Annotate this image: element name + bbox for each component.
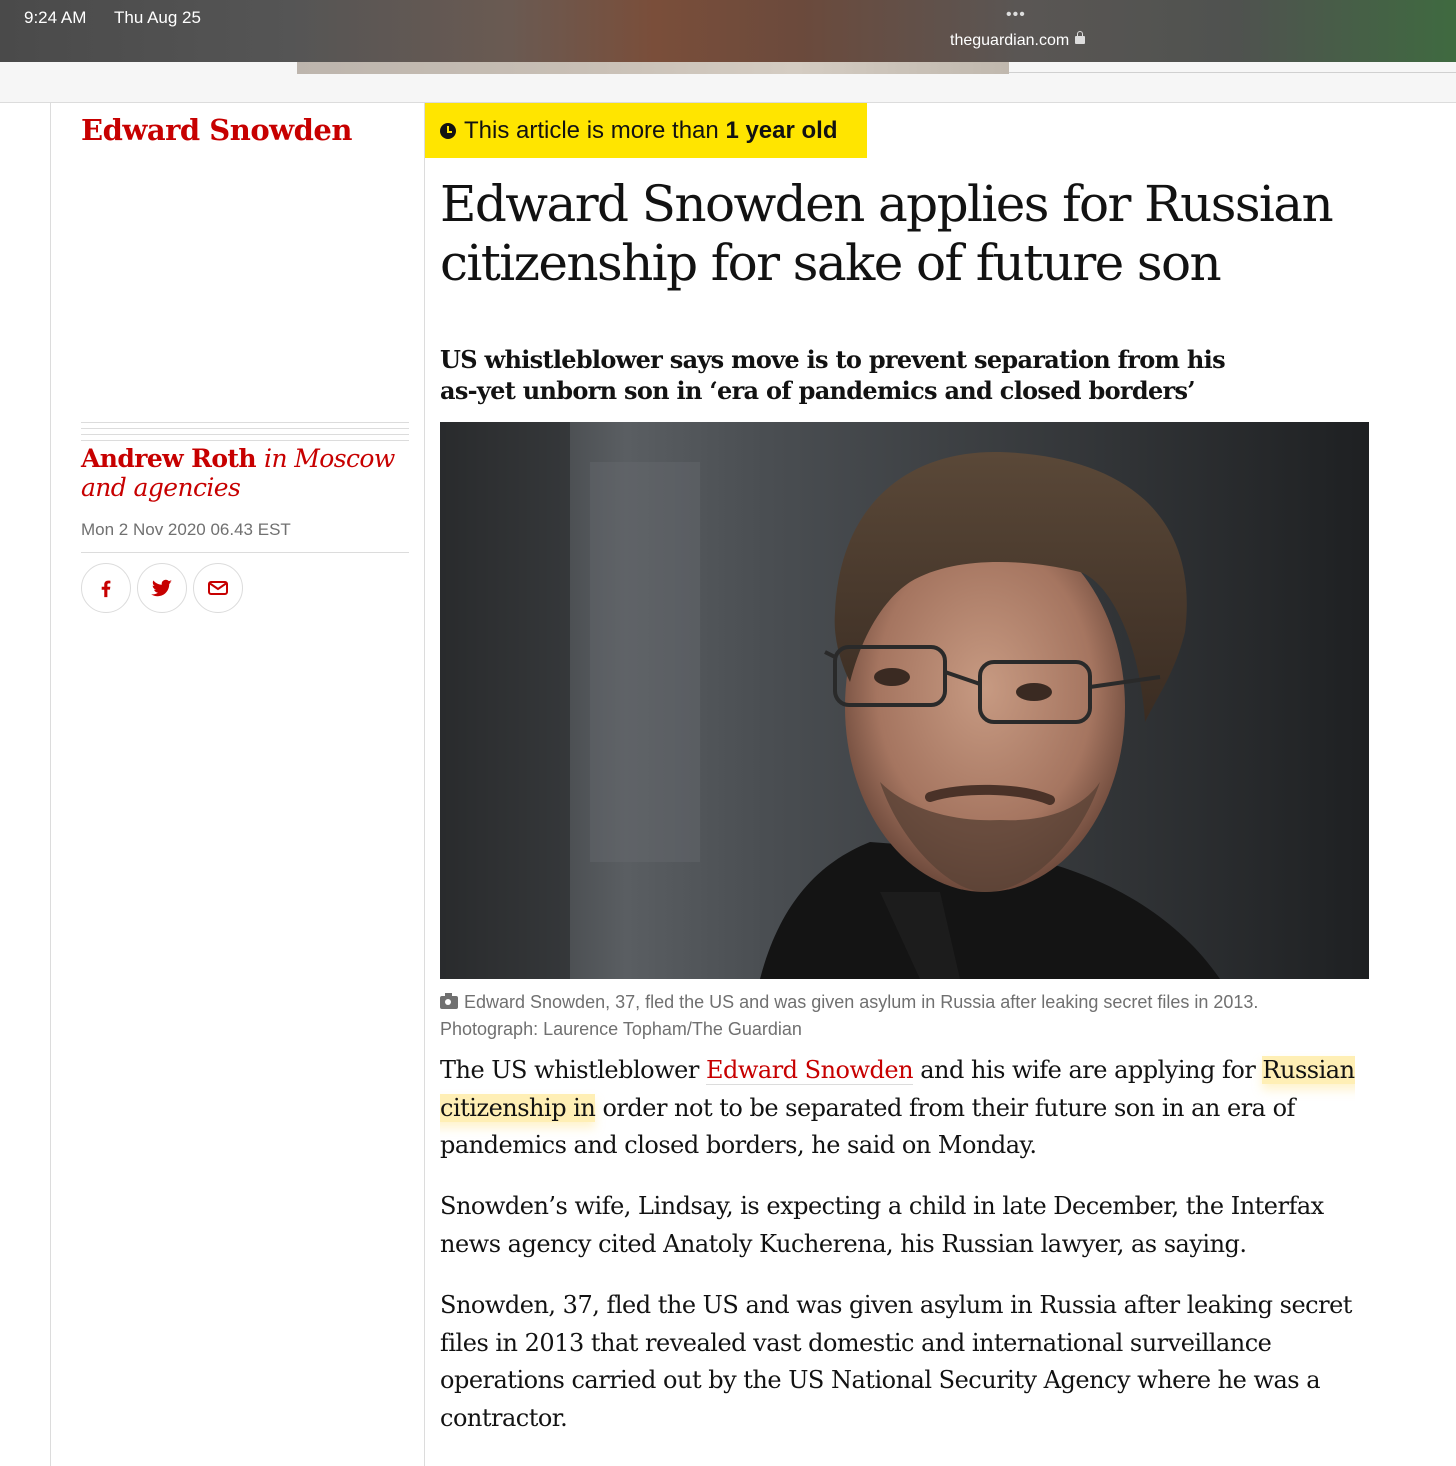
body-paragraph-1 [440,1052,1360,1165]
share-buttons [81,563,243,613]
byline-location: in Moscow and agencies [81,444,395,502]
lock-icon [1075,36,1085,44]
page-top-strip [0,62,1456,103]
left-gutter-divider [50,102,51,1466]
email-icon [206,576,230,600]
age-badge-age: 1 year old [725,116,838,144]
status-time: 9:24 AM [24,8,87,27]
body-paragraph-3: Snowden, 37, fled the US and was given asylum in Russia after leaking secret files in 2013 that revealed vast domestic and international surveillance operations carried out by the US National Security Agency where he was a contractor. [440,1291,1352,1432]
p1-mid: and his wife are applying for [913,1056,1263,1084]
edward-snowden-link[interactable]: Edward Snowden [705,1056,914,1084]
status-date: Thu Aug 25 [114,8,201,27]
twitter-icon [150,576,174,600]
highlighted-text: Russian citizenship in [440,1056,1355,1122]
share-facebook-button[interactable] [81,563,131,613]
page-title: Edward Snowden applies for Russian citizenship for sake of future son [440,175,1333,292]
meta-divider [81,552,409,553]
facebook-icon [95,577,117,599]
byline-rule [81,422,409,423]
author-link[interactable]: Andrew Roth [81,444,256,473]
byline [81,444,409,502]
byline-rule [81,440,409,441]
portrait-image [440,422,1369,979]
divider [1009,72,1456,73]
article-photo[interactable] [440,422,1369,979]
p1-before: The US whistleblower [440,1056,706,1084]
body-paragraph-2: Snowden’s wife, Lindsay, is expecting a child in late December, the Interfax news agency cited Anatoly Kucherena, his Russian lawyer, as saying. [440,1192,1324,1258]
column-divider [424,102,425,1466]
byline-rule [81,434,409,435]
byline-rule [81,428,409,429]
camera-icon [440,996,458,1009]
clock-icon [440,123,456,139]
previous-image-edge [297,62,1009,74]
caption-text: Edward Snowden, 37, fled the US and was given asylum in Russia after leaking secret files in 2013. Photograph: Laurence Topham/The Guardian [440,992,1259,1039]
more-options-icon[interactable]: ••• [1006,6,1026,23]
p1-after: order not to be separated from their future son in an era of pandemics and closed borders, he said on Monday. [440,1093,1295,1159]
address-url: theguardian.com [950,32,1070,49]
address-bar[interactable] [950,32,1085,50]
photo-caption [440,989,1340,1043]
share-email-button[interactable] [193,563,243,613]
age-badge-prefix: This article is more than [464,116,719,144]
status-bar [0,0,1456,62]
article-age-badge [425,103,867,158]
age-badge-text [464,117,838,145]
share-twitter-button[interactable] [137,563,187,613]
section-label[interactable]: Edward Snowden [81,113,352,147]
publish-date: Mon 2 Nov 2020 06.43 EST [81,520,291,539]
standfirst: US whistleblower says move is to prevent separation from his as-yet unborn son in ‘era of pandemics and closed borders’ [440,345,1225,405]
